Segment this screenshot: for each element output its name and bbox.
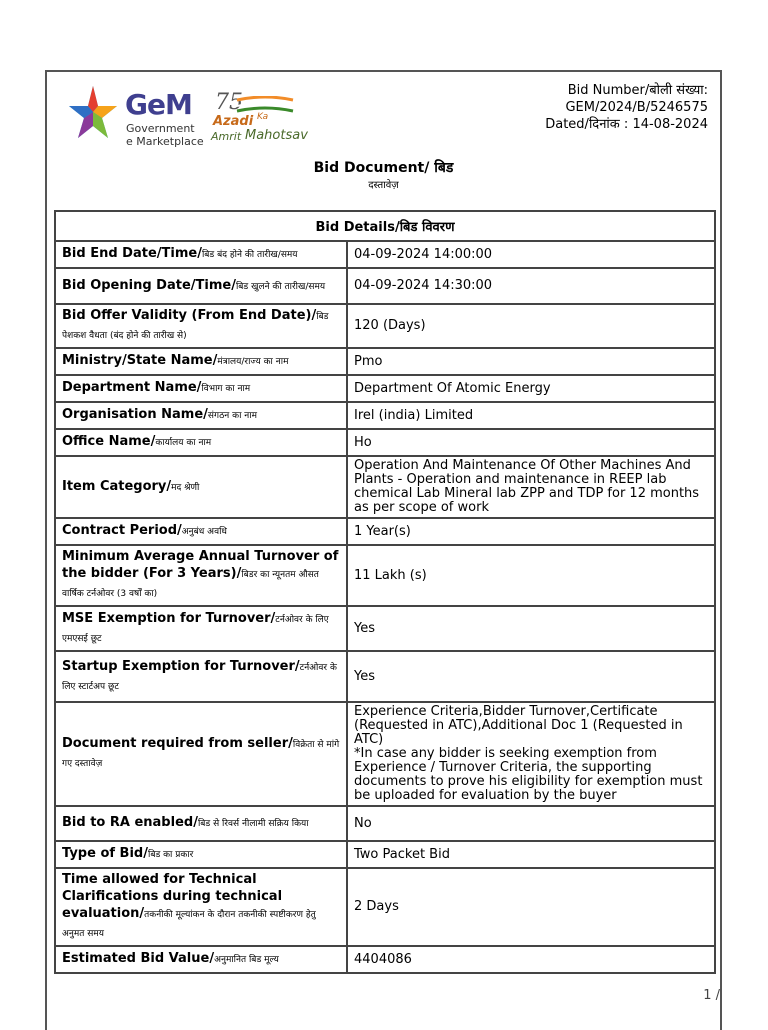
azadi-logo-word3: Mahotsav (245, 128, 308, 143)
row-key (55, 806, 347, 841)
table-row (55, 241, 715, 268)
bid-date (545, 116, 708, 133)
row-key-hindi: टर्नओवर के लिए स्टार्टअप छूट (62, 662, 337, 692)
row-key-label: MSE Exemption for Turnover/ (62, 610, 276, 626)
azadi-logo-ka: Ka (257, 112, 269, 122)
row-key-label: Bid Offer Validity (From End Date)/ (62, 308, 317, 323)
row-value: No (347, 806, 715, 841)
row-key-hindi: अनुबंध अवधि (181, 527, 227, 537)
bid-details-table (54, 210, 716, 974)
row-value: Pmo (347, 348, 715, 375)
row-value: Irel (india) Limited (347, 402, 715, 429)
row-key-label: Bid to RA enabled/ (62, 815, 198, 830)
azadi-logo-word2: Amrit (211, 130, 242, 143)
table-row (55, 702, 715, 806)
table-heading-row (55, 211, 715, 241)
row-value: Yes (347, 606, 715, 651)
document-page (45, 70, 722, 1030)
row-key (55, 402, 347, 429)
table-row (55, 606, 715, 651)
table-row (55, 651, 715, 702)
table-row (55, 456, 715, 518)
row-key-hindi: बिड से रिवर्स नीलामी सक्रिय किया (197, 819, 309, 829)
row-key-hindi: मंत्रालय/राज्य का नाम (217, 357, 289, 367)
row-key-label: Bid End Date/Time/ (62, 246, 202, 261)
row-value: 04-09-2024 14:30:00 (347, 268, 715, 304)
row-value: 04-09-2024 14:00:00 (347, 241, 715, 268)
row-key-hindi: टर्नओवर के लिए एमएसई छूट (62, 614, 329, 644)
row-key-label: Document required from seller/ (62, 736, 293, 751)
dated-label: Dated/दिनांक : (545, 117, 629, 132)
row-key-label: Startup Exemption for Turnover/ (62, 658, 300, 674)
row-value: Yes (347, 651, 715, 702)
gem-star-icon (65, 82, 121, 144)
row-key (55, 241, 347, 268)
row-value: 11 Lakh (s) (347, 545, 715, 606)
row-key-hindi: कार्यालय का नाम (155, 438, 212, 448)
gem-logo-line2: e Marketplace (126, 135, 204, 148)
gem-logo-line1: Government (126, 122, 195, 135)
row-value: Experience Criteria,Bidder Turnover,Certificate (Requested in ATC),Additional Doc 1 (Requested in ATC) *In case any bidder is seeking exemption from Experience / Turnover Criteria, the supporting documents to prove his eligibility for exemption must be uploaded for evaluation by the buyer (347, 702, 715, 806)
row-key-label: Item Category/ (62, 478, 172, 494)
row-key (55, 606, 347, 651)
table-row (55, 268, 715, 304)
document-title-text: Bid Document/ बिड (313, 160, 454, 176)
row-key-label: Organisation Name/ (62, 407, 208, 422)
row-key-label: Time allowed for Technical Clarifications during technical evaluation/ (62, 872, 283, 921)
table-row (55, 429, 715, 456)
row-key (55, 702, 347, 806)
row-key-label: Minimum Average Annual Turnover of the bidder (For 3 Years)/ (62, 549, 339, 581)
table-row (55, 518, 715, 545)
row-value: Department Of Atomic Energy (347, 375, 715, 402)
bid-number-label: Bid Number/बोली संख्या: (567, 83, 708, 98)
row-key-hindi: विक्रेता से मांगे गए दस्तावेज़ (62, 740, 340, 769)
row-key-label: Type of Bid/ (62, 846, 148, 861)
table-row (55, 402, 715, 429)
row-key (55, 348, 347, 375)
row-key (55, 651, 347, 702)
row-value: 4404086 (347, 946, 715, 973)
row-key-hindi: बिडर का न्यूनतम औसत वार्षिक टर्नओवर (3 वर्षों का) (62, 570, 319, 599)
page-number: 1 / (703, 988, 720, 1003)
row-key (55, 841, 347, 868)
table-row (55, 841, 715, 868)
azadi-ka-amrit-mahotsav-logo (211, 90, 308, 148)
row-key-label: Estimated Bid Value/ (62, 951, 215, 966)
gem-logo-text: GeM (125, 88, 192, 121)
document-title (47, 160, 720, 194)
row-key-hindi: तकनीकी मूल्यांकन के दौरान तकनीकी स्पष्टीकरण हेतु अनुमत समय (62, 910, 316, 939)
row-key (55, 429, 347, 456)
table-row (55, 946, 715, 973)
table-row (55, 375, 715, 402)
row-value: Operation And Maintenance Of Other Machines And Plants - Operation and maintenance in REEP lab chemical Lab Mineral lab ZPP and TDP for 12 months as per scope of work (347, 456, 715, 518)
table-row (55, 304, 715, 348)
row-key-hindi: अनुमानित बिड मूल्य (214, 955, 279, 965)
table-row (55, 348, 715, 375)
row-key-hindi: बिड खुलने की तारीख/समय (235, 281, 326, 292)
row-key (55, 375, 347, 402)
row-key-label: Office Name/ (62, 434, 156, 449)
row-key (55, 946, 347, 973)
row-key (55, 868, 347, 946)
row-value: 120 (Days) (347, 304, 715, 348)
bid-details-heading: Bid Details/बिड विवरण (55, 211, 715, 241)
row-key-hindi: बिड पेशकश वैधता (बंद होने की तारीख से) (62, 312, 329, 341)
row-value: Ho (347, 429, 715, 456)
row-value: Two Packet Bid (347, 841, 715, 868)
document-subtitle: दस्तावेज़ (368, 180, 399, 191)
row-key-hindi: मद श्रेणी (171, 482, 200, 493)
table-row (55, 545, 715, 606)
dated-value: 14-08-2024 (632, 117, 708, 132)
row-key (55, 518, 347, 545)
row-key (55, 268, 347, 304)
row-key-label: Bid Opening Date/Time/ (62, 277, 236, 293)
table-row (55, 806, 715, 841)
bid-number: GEM/2024/B/5246575 (565, 100, 708, 115)
row-key-label: Ministry/State Name/ (62, 353, 218, 368)
row-value: 2 Days (347, 868, 715, 946)
row-key (55, 304, 347, 348)
bid-header-info (545, 82, 708, 133)
row-key-hindi: बिड बंद होने की तारीख/समय (201, 250, 298, 260)
row-key-hindi: बिड का प्रकार (147, 850, 194, 860)
azadi-logo-word1: Azadi (213, 114, 254, 129)
azadi-logo-number: 75 (215, 90, 243, 115)
row-key-hindi: संगठन का नाम (207, 411, 257, 421)
row-key-hindi: विभाग का नाम (201, 384, 251, 394)
row-key-label: Contract Period/ (62, 523, 182, 538)
row-key (55, 456, 347, 518)
table-row (55, 868, 715, 946)
row-key (55, 545, 347, 606)
row-value: 1 Year(s) (347, 518, 715, 545)
gem-logo (65, 82, 205, 146)
row-key-label: Department Name/ (62, 380, 202, 395)
